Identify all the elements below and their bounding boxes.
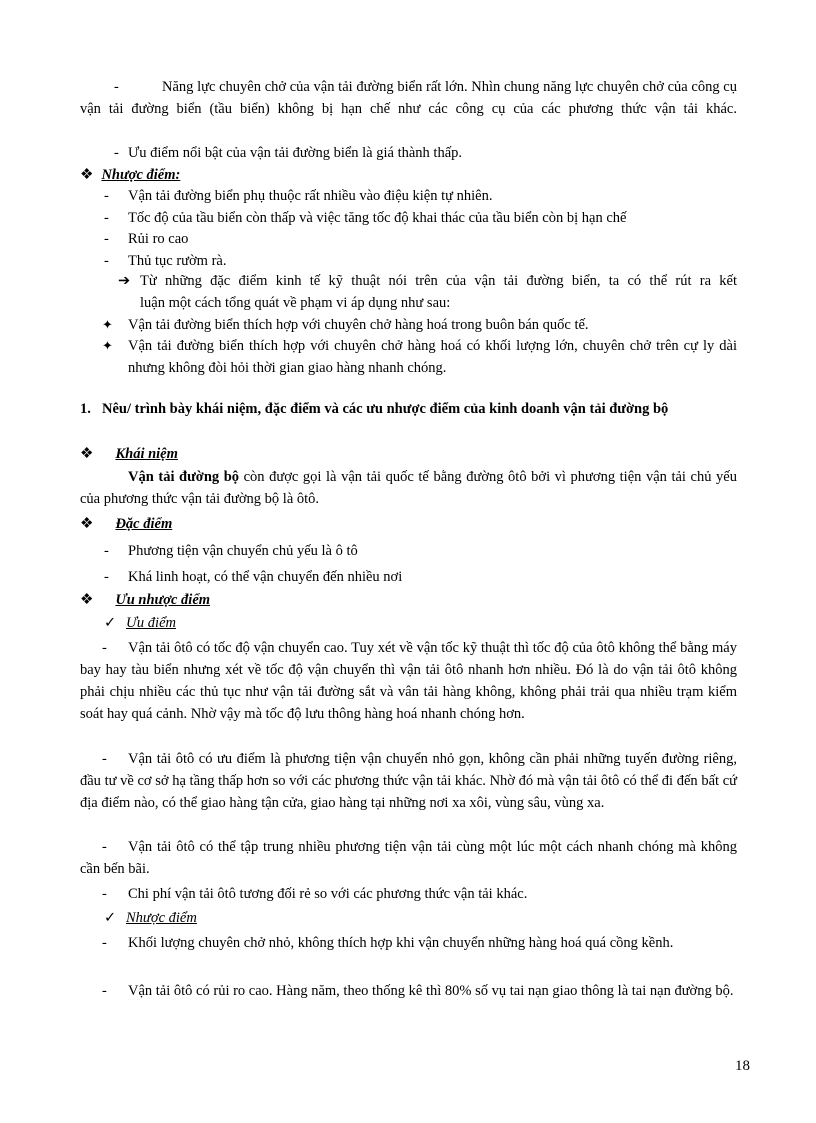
checkmark-icon: ✓ [104, 910, 117, 926]
dash-bullet: - [102, 983, 107, 999]
diamond-icon: ❖ [80, 167, 94, 183]
advantage-paragraph [80, 637, 737, 725]
list-item-text: Phương tiện vận chuyển chủ yếu là ô tô [128, 543, 358, 559]
cross-bullet-icon: ✦ [102, 317, 113, 332]
concept-text: còn được gọi là vận tải quốc tế bằng đường ôtô bởi vì phương tiện vận tải chủ yếu của phương thức vận tải đường bộ là ôtô. [80, 469, 737, 507]
dash-bullet: - [114, 145, 119, 161]
heading-characteristics [80, 513, 737, 535]
subheading-disadvantages [104, 907, 761, 929]
conclusion-text: luận một cách tổng quát về phạm vi áp dụng như sau: [140, 295, 451, 311]
application-text: Vận tải đường biển thích hợp với chuyên chở hàng hoá có khối lượng lớn, chuyên chở trên cự ly dài nhưng không đòi hỏi thời gian giao hàng nhanh chóng. [128, 338, 737, 376]
heading-text: Nhược điểm: [101, 167, 181, 183]
advantage-text: Vận tải ôtô có thể tập trung nhiều phương tiện vận tải cùng một lúc một cách nhanh chóng mà không cần bến bãi. [80, 839, 737, 877]
paragraph-text: Năng lực chuyên chở của vận tải đường biển rất lớn. Nhìn chung năng lực chuyên chở của công cụ vận tải đường biển (tầu biển) không bị hạn chế như các công cụ của các phương thức vận tải khác. [80, 79, 737, 117]
disadvantage-paragraph [80, 932, 737, 954]
paragraph-text: Ưu điểm nổi bật của vận tải đường biển là giá thành thấp. [128, 145, 463, 161]
heading-pros-cons [80, 589, 737, 611]
application-item [80, 314, 737, 336]
paragraph-capacity [80, 76, 737, 142]
disadvantage-paragraph [80, 980, 737, 1002]
heading-disadvantages [80, 164, 737, 186]
dash-bullet: - [104, 543, 109, 559]
list-item [80, 250, 737, 272]
list-item [80, 228, 737, 250]
list-item-text: Vận tải đường biển phụ thuộc rất nhiều vào điệu kiện tự nhiên. [128, 188, 493, 204]
subheading-text: Nhược điểm [126, 910, 197, 926]
concept-paragraph [80, 466, 737, 510]
subheading-text: Ưu điểm [126, 615, 176, 631]
application-item [80, 335, 737, 379]
checkmark-icon: ✓ [104, 615, 117, 631]
question-number: 1. [80, 401, 91, 417]
page-number: 18 [735, 1058, 750, 1074]
advantage-text: Vận tải ôtô có tốc độ vận chuyển cao. Tuy xét về vận tốc kỹ thuật thì tốc độ của ôtô không thể bằng máy bay hay tàu biển nhưng xét về tốc độ vận chuyển thì vận tải ôtô nhanh hơn nhiều. Đó là do vận tải ôtô không phải chịu nhiều các thủ tục như vận tải đường sắt và vân tải hàng không, không phải trải qua nhiều trạm kiểm soát hay quá cảnh. Nhờ vậy mà tốc độ lưu thông hàng hoá nhanh chóng hơn. [80, 640, 737, 722]
dash-bullet: - [104, 188, 109, 204]
dash-bullet: - [104, 210, 109, 226]
list-item [80, 540, 737, 562]
list-item-text: Thủ tục rườm rà. [128, 253, 227, 269]
dash-bullet: - [102, 839, 107, 855]
cross-bullet-icon: ✦ [102, 338, 113, 353]
advantage-text: Vận tải ôtô có ưu điểm là phương tiện vận chuyển nhỏ gọn, không cần phải những tuyến đường riêng, đầu tư về cơ sở hạ tầng thấp hơn so với các phương thức vận tải khác. Nhờ đó mà vận tải ôtô có thể đi đến bất cứ địa điểm nào, có thể giao hàng tận cửa, giao hàng tại những nơi xa xôi, vùng sâu, vùng xa. [80, 751, 737, 811]
subheading-advantages [104, 612, 761, 634]
dash-bullet: - [114, 79, 119, 95]
paragraph-advantage-price [80, 142, 771, 164]
dash-bullet: - [102, 751, 107, 767]
list-item-text: Khá linh hoạt, có thể vận chuyển đến nhiều nơi [128, 569, 403, 585]
dash-bullet: - [102, 640, 107, 656]
conclusion-line-2 [140, 292, 737, 314]
advantage-paragraph [80, 883, 737, 905]
list-item [80, 566, 737, 588]
disadvantage-text: Khối lượng chuyên chở nhỏ, không thích hợp khi vận chuyển những hàng hoá quá cồng kềnh. [128, 935, 674, 951]
diamond-icon: ❖ [80, 446, 94, 462]
heading-text: Khái niệm [115, 446, 178, 462]
list-item-text: Tốc độ của tầu biển còn thấp và việc tăng tốc độ khai thác của tầu biển còn bị hạn chế [128, 210, 627, 226]
heading-text: Ưu nhược điểm [115, 592, 211, 608]
diamond-icon: ❖ [80, 592, 94, 608]
dash-bullet: - [104, 231, 109, 247]
heading-text: Đặc điểm [115, 516, 173, 532]
dash-bullet: - [102, 935, 107, 951]
application-text: Vận tải đường biển thích hợp với chuyên chở hàng hoá trong buôn bán quốc tế. [128, 317, 589, 333]
dash-bullet: - [102, 886, 107, 902]
advantage-paragraph [80, 836, 737, 880]
question-text: Nêu/ trình bày khái niệm, đặc điểm và các ưu nhược điểm của kinh doanh vận tải đường bộ [102, 401, 669, 417]
dash-bullet: - [104, 569, 109, 585]
heading-concept [80, 443, 737, 465]
list-item [80, 185, 737, 207]
conclusion-text: Từ những đặc điểm kinh tế kỹ thuật nói trên của vận tải đường biển, ta có thể rút ra kết [140, 273, 737, 289]
bold-term: Vận tải đường bộ [128, 469, 240, 485]
dash-bullet: - [104, 253, 109, 269]
list-item [80, 207, 737, 229]
question-heading [80, 398, 737, 420]
diamond-icon: ❖ [80, 516, 94, 532]
advantage-paragraph [80, 748, 737, 814]
advantage-text: Chi phí vận tải ôtô tương đối rẻ so với các phương thức vận tải khác. [128, 886, 528, 902]
disadvantage-text: Vận tải ôtô có rủi ro cao. Hàng năm, theo thống kê thì 80% số vụ tai nạn giao thông là tai nạn đường bộ. [128, 983, 734, 999]
arrow-right-icon: ➔ [118, 273, 131, 289]
list-item-text: Rủi ro cao [128, 231, 189, 247]
